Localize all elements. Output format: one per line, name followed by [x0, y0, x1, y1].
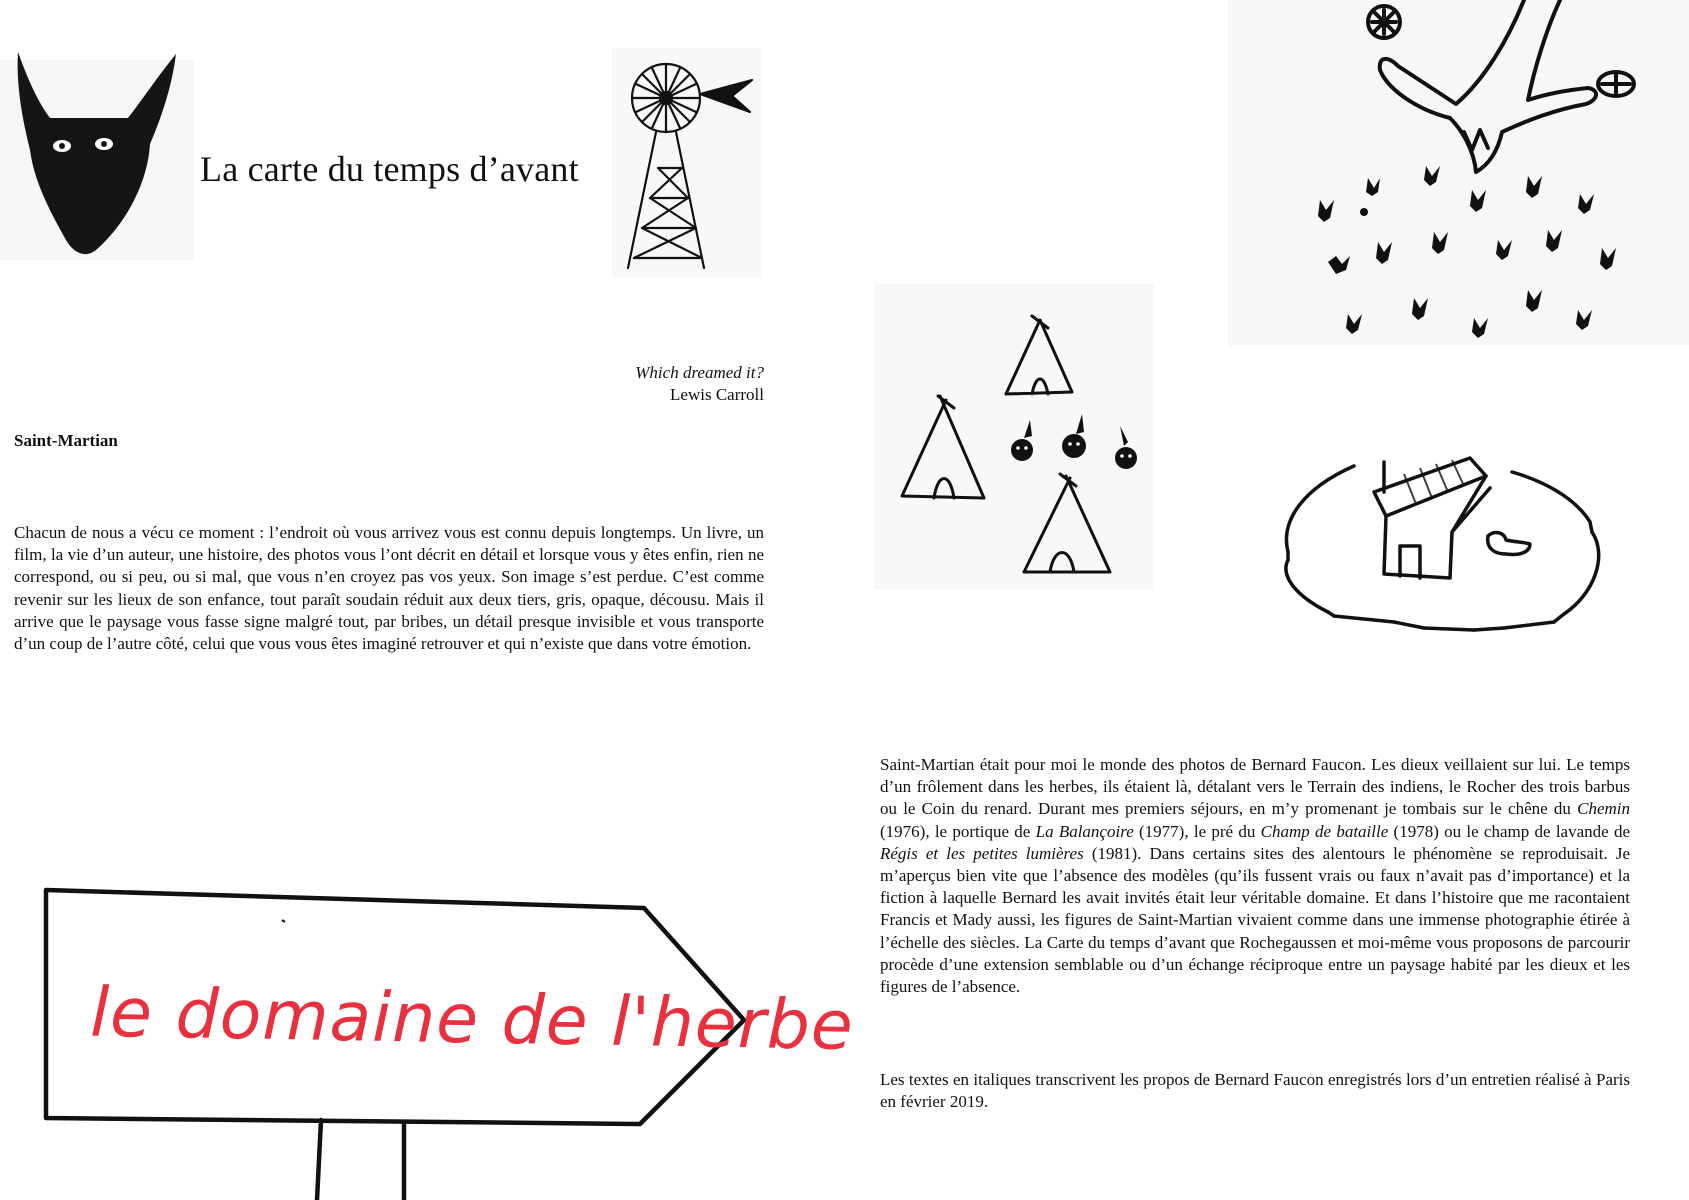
page-title: La carte du temps d’avant [200, 149, 579, 189]
fox-head-drawing [0, 40, 200, 260]
enclosure-drawing [1274, 436, 1614, 646]
body-paragraph [880, 754, 1630, 998]
work-title: La Balançoire [1035, 821, 1134, 841]
sign-drawing [38, 880, 855, 1200]
work-title: Champ de bataille [1260, 821, 1389, 841]
work-title: Chemin [1577, 799, 1630, 819]
body-text: Saint-Martian était pour moi le monde des photos de Bernard Faucon. Les dieux veillaient sur lui. Le temps d’un frôlement dans les herbes, ils étaient là, détalant vers le Terrain des indiens, le Rocher des trois barbus ou le Coin du renard. Durant mes premiers séjours, en m’y promenant je tombais sur le chêne du [880, 755, 1630, 819]
intro-paragraph: Chacun de nous a vécu ce moment : l’endroit où vous arrivez vous est connu depuis longtemps. Un livre, un film, la vie d’un auteur, une histoire, des photos vous l’ont décrit en détail et lorsque vous y êtes enfin, rien ne correspond, ou si peu, ou si mal, que vous n’en croyez pas vos yeux. Son image s’est perdue. C’est comme revenir sur les lieux de son enfance, tout paraît soudain réduit aux deux tiers, gris, opaque, décousu. Mais il arrive que le paysage vous fasse signe malgré tout, par bribes, un détail presque invisible et vous transporte d’un coup de l’autre côté, celui que vous vous êtes imaginé retrouver et qui n’existe que dans votre émotion. [14, 523, 764, 654]
epigraph-quote: Which dreamed it? [635, 363, 764, 382]
epigraph [635, 362, 764, 406]
bird-flowers-drawing [1228, 0, 1689, 346]
tipis-drawing [874, 284, 1154, 590]
body-text: (1976), le portique de [880, 821, 1036, 841]
section-title: Saint-Martian [14, 431, 118, 450]
epigraph-author: Lewis Carroll [670, 385, 764, 404]
work-title: Régis et les petites lumières [880, 843, 1084, 863]
sign-text: le domaine de l'herbe [89, 973, 855, 1066]
body-text: (1978) ou le champ de lavande de [1388, 821, 1630, 841]
note-paragraph: Les textes en italiques transcrivent les propos de Bernard Faucon enregistrés lors d’un entretien réalisé à Paris en février 2019. [880, 1070, 1630, 1112]
windmill-drawing [612, 48, 762, 278]
body-text: (1977), le pré du [1133, 821, 1261, 841]
body-text: (1981). Dans certains sites des alentours le phénomène se reproduisait. Je m’aperçus bien vite que l’absence des modèles (qu’ils fussent vrais ou faux n’avait pas d’importance) et la fiction à laquelle Bernard les avait invités était leur véritable domaine. Et dans l’histoire que me racontaient Francis et Mady aussi, les figures de Saint-Martian vivaient comme dans une immense photographie étirée à l’échelle des siècles. La Carte du temps d’avant que Rochegaussen et moi-même vous proposons de parcourir procède d’une extension semblable ou d’un échange réciproque entre un paysage habité par les dieux et les figures de l’absence. [880, 843, 1630, 997]
